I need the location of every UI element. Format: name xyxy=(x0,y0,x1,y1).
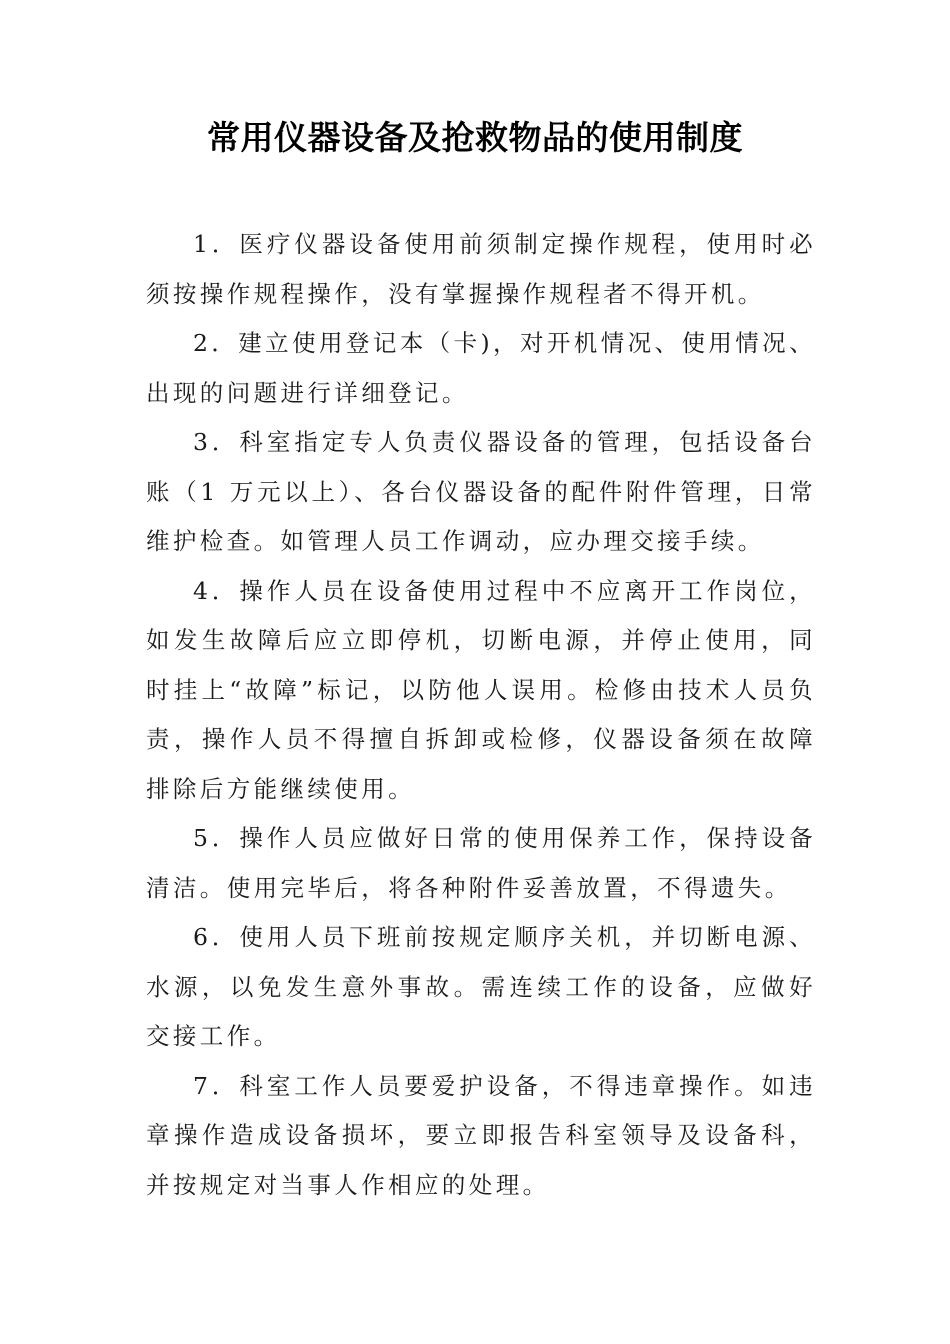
rule-paragraph-7: 7．科室工作人员要爱护设备，不得违章操作。如违章操作造成设备损坏，要立即报告科室领导及设备科，并按规定对当事人作相应的处理。 xyxy=(146,1071,816,1199)
document-title: 常用仪器设备及抢救物品的使用制度 xyxy=(207,118,743,157)
rule-paragraph-6: 6．使用人员下班前按规定顺序关机，并切断电源、水源，以免发生意外事故。需连续工作的设备，应做好交接工作。 xyxy=(146,923,816,1050)
rule-paragraph-3: 3．科室指定专人负责仪器设备的管理，包括设备台账（1 万元以上）、各台仪器设备的配件附件管理，日常维护检查。如管理人员工作调动，应办理交接手续。 xyxy=(146,428,816,555)
rule-paragraph-5: 5．操作人员应做好日常的使用保养工作，保持设备清洁。使用完毕后，将各种附件妥善放置，不得遗失。 xyxy=(146,824,816,902)
rule-paragraph-2: 2．建立使用登记本（卡)，对开机情况、使用情况、出现的问题进行详细登记。 xyxy=(146,329,816,407)
rule-paragraph-1: 1．医疗仪器设备使用前须制定操作规程，使用时必须按操作规程操作，没有掌握操作规程者不得开机。 xyxy=(146,230,816,308)
rule-paragraph-4: 4．操作人员在设备使用过程中不应离开工作岗位，如发生故障后应立即停机，切断电源，并停止使用，同时挂上“故障”标记，以防他人误用。检修由技术人员负责，操作人员不得擅自拆卸或检修，仪器设备须在故障排除后方能继续使用。 xyxy=(146,576,816,803)
document-body xyxy=(146,220,816,1210)
